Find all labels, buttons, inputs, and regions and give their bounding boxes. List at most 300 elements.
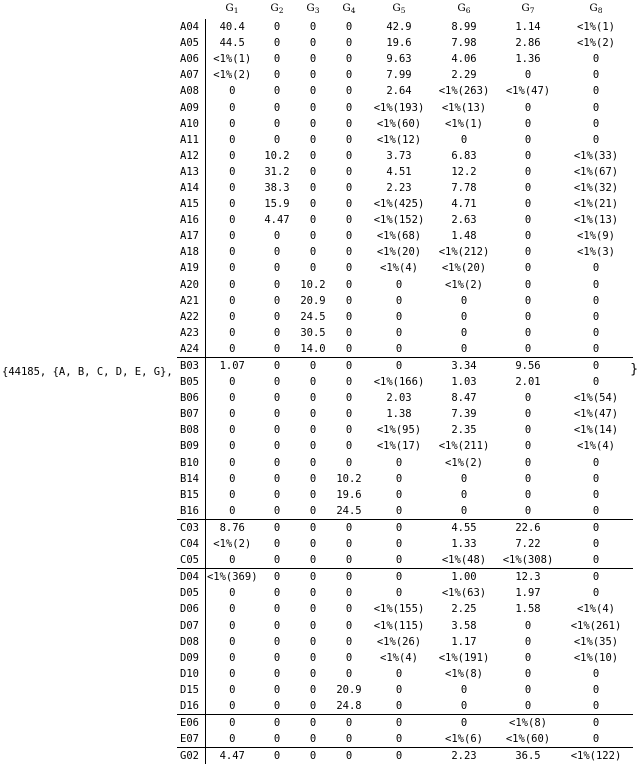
table-cell: 0 [295,569,331,586]
table-cell: 0 [309,246,317,259]
table-cell: 0 [592,294,600,307]
table-cell: 8.47 [451,392,477,405]
table-cell: 0 [345,651,353,664]
table-cell: 0 [345,133,353,146]
table-cell: 0 [524,117,532,130]
table-cell: 0 [592,278,600,291]
table-cell: 0 [331,715,367,732]
table-cell: 0 [460,294,468,307]
table-cell: 0 [229,310,236,323]
table-cell: 0 [524,456,532,469]
table-cell: <1%(63) [441,587,487,600]
table-cell: 0 [229,376,236,389]
table-cell: 0 [309,117,317,130]
table-row [177,601,633,617]
table-cell: 0 [273,456,281,469]
expression-prefix: {44185, {A, B, C, D, E, G}, [2,366,173,378]
table-cell: 24.8 [336,699,362,712]
table-cell: 0 [229,117,236,130]
table-cell: 20.9 [300,294,326,307]
table-cell: 0 [592,69,600,82]
table-cell: 38.3 [264,181,290,194]
table-cell: 6.83 [451,149,477,162]
table-cell: 2.23 [431,748,497,764]
table-cell: <1%(212) [438,246,490,259]
table-cell: <1%(8) [497,715,559,732]
table-cell: 2.63 [451,214,477,227]
table-cell: 0 [229,667,236,680]
table-cell: 0 [331,519,367,536]
table-cell: 8.99 [451,21,477,34]
row-label: E06 [177,715,205,732]
table-cell: 10.2 [300,278,326,291]
row-label: A07 [177,67,205,83]
table-cell: 0 [229,472,236,485]
row-label: B09 [177,438,205,454]
table-cell: 0 [460,683,468,696]
table-cell: 0 [345,21,353,34]
table-cell: 0 [345,69,353,82]
table-cell: 0 [259,715,295,732]
table-cell: 44.5 [219,37,245,50]
table-cell: 0 [592,262,600,275]
table-row [177,374,633,390]
row-label: A10 [177,116,205,132]
table-cell: <1%(2) [213,69,252,82]
table-cell: 24.5 [336,504,362,517]
table-cell: 0 [273,246,281,259]
table-row [177,698,633,715]
table-cell: 0 [229,408,236,421]
table-cell: 0 [559,519,633,536]
table-row [177,180,633,196]
table-row [177,748,633,764]
table-cell: 0 [229,619,236,632]
table-cell: 0 [592,85,600,98]
table-cell: 0 [309,408,317,421]
table-cell: 0 [229,488,236,501]
table-cell: 0 [460,310,468,323]
table-cell: 0 [592,456,600,469]
table-cell: 0 [345,181,353,194]
table-cell: 12.2 [451,165,477,178]
row-label: A19 [177,260,205,276]
table-cell: <1%(425) [373,198,425,211]
table-cell: <1%(3) [577,246,615,259]
table-cell: <1%(26) [376,635,422,648]
table-cell: 0 [345,117,353,130]
table-cell: 0 [367,715,431,732]
table-cell: 0 [229,85,236,98]
table-cell: 0 [229,392,236,405]
table-cell: <1%(369) [205,569,259,586]
table-cell: 0 [395,342,403,355]
table-cell: 0 [395,554,403,567]
table-cell: 0 [524,181,532,194]
table-cell: 0 [229,587,236,600]
table-cell: 2.25 [451,603,477,616]
table-cell: 0 [592,101,600,114]
table-cell: 0 [524,214,532,227]
table-cell: 0 [345,587,353,600]
table-cell: 0 [273,635,281,648]
row-label: A11 [177,132,205,148]
table-cell: <1%(1) [213,53,252,66]
table-cell: 0 [592,587,600,600]
table-cell: <1%(193) [373,101,425,114]
table-cell: 0 [229,278,236,291]
table-cell: 4.06 [451,53,477,66]
table-cell: 7.78 [451,181,477,194]
table-cell: 0 [345,424,353,437]
table-cell: 0 [592,133,600,146]
row-label: D06 [177,601,205,617]
table-cell: 0 [273,278,281,291]
column-header-g1: $G_1$ [225,2,239,15]
table-cell: 0 [592,667,600,680]
table-cell: <1%(13) [573,214,619,227]
row-label: B06 [177,390,205,406]
table-cell: 0 [309,667,317,680]
row-label: B05 [177,374,205,390]
table-cell: 0 [309,214,317,227]
row-label: B07 [177,406,205,422]
table-cell: 0 [345,230,353,243]
row-label: A24 [177,341,205,358]
table-cell: 0 [273,133,281,146]
table-cell: 0 [460,488,468,501]
table-cell: 0 [460,504,468,517]
table-row [177,309,633,325]
table-cell: 0 [524,504,532,517]
table-cell: 0 [309,699,317,712]
table-cell: 0 [273,294,281,307]
table-cell: 4.71 [451,198,477,211]
table-cell: 10.2 [264,149,290,162]
table-cell: 2.23 [386,181,412,194]
table-cell: 0 [592,699,600,712]
table-cell: 0 [229,246,236,259]
table-cell: 0 [345,376,353,389]
table-row [177,569,633,586]
table-cell: 0 [229,342,236,355]
row-label: B16 [177,503,205,520]
table-cell: 0 [345,408,353,421]
table-cell: 0 [524,635,532,648]
table-cell: 0 [229,699,236,712]
table-cell: 0 [395,456,403,469]
table-row [177,164,633,180]
table-row [177,585,633,601]
table-cell: 0 [524,149,532,162]
table-cell: 2.01 [515,376,541,389]
table-cell: 0 [460,342,468,355]
table-cell: 0 [309,101,317,114]
table-cell: 0 [395,278,403,291]
table-cell: 0 [273,667,281,680]
table-cell: <1%(152) [373,214,425,227]
table-cell: <1%(67) [573,165,619,178]
table-cell: 14.0 [300,342,326,355]
table-cell: 0 [273,440,281,453]
table-cell: 0 [229,101,236,114]
table-cell: 0 [524,133,532,146]
table-cell: 0 [524,294,532,307]
row-label: A21 [177,293,205,309]
table-cell: 0 [345,101,353,114]
table-cell: 0 [345,440,353,453]
table-cell: <1%(33) [573,149,619,162]
table-cell: 0 [592,310,600,323]
table-cell: 1.03 [451,376,477,389]
table-cell: <1%(1) [577,21,615,34]
table-cell: <1%(261) [570,619,622,632]
table-cell: 0 [309,69,317,82]
table-cell: 0 [395,699,403,712]
table-cell: 0 [559,569,633,586]
table-cell: 0 [395,587,403,600]
table-cell: 0 [460,699,468,712]
column-header-g8: $G_8$ [589,2,603,15]
table-cell: 0 [273,504,281,517]
table-cell: 0 [259,519,295,536]
table-cell: 0 [524,326,532,339]
table-cell: <1%(48) [441,554,487,567]
table-cell: 0 [309,376,317,389]
table-cell: 42.9 [386,21,412,34]
row-label: A15 [177,196,205,212]
table-cell: 0 [367,748,431,764]
table-cell: 0 [309,133,317,146]
table-cell: 0 [345,85,353,98]
table-row [177,650,633,666]
table-cell: 0 [273,101,281,114]
table-cell: 0 [229,214,236,227]
table-cell: 0 [345,214,353,227]
table-cell: 31.2 [264,165,290,178]
table-row [177,325,633,341]
table-cell: 0 [309,651,317,664]
table-cell: 0 [395,472,403,485]
table-cell: 0 [309,37,317,50]
table-cell: 0 [524,472,532,485]
row-label: C05 [177,552,205,569]
table-cell: 0 [592,472,600,485]
table-cell: 0 [345,392,353,405]
table-cell: 0 [273,619,281,632]
table-cell: 1.17 [451,635,477,648]
table-cell: 0 [273,651,281,664]
table-cell: 0 [367,357,431,374]
table-row [177,83,633,99]
table-cell: <1%(2) [577,37,615,50]
table-cell: 0 [524,408,532,421]
table-cell: <1%(14) [573,424,619,437]
row-label: A09 [177,99,205,115]
row-label: A04 [177,19,205,35]
table-cell: 0 [273,603,281,616]
row-label: A08 [177,83,205,99]
table-cell: 0 [229,456,236,469]
table-cell: 0 [345,37,353,50]
table-cell: 0 [345,165,353,178]
table-cell: 0 [592,117,600,130]
table-cell: 0 [309,149,317,162]
table-cell: 2.35 [451,424,477,437]
row-label: A06 [177,51,205,67]
table-cell: 0 [395,667,403,680]
table-cell: 0 [309,488,317,501]
table-cell: <1%(10) [573,651,619,664]
table-row [177,519,633,536]
table-cell: 0 [592,488,600,501]
table-cell: 0 [229,262,236,275]
table-cell: 0 [345,149,353,162]
table-cell: 0 [295,357,331,374]
table-row [177,715,633,732]
table-cell: <1%(4) [577,440,615,453]
table-cell: <1%(191) [438,651,490,664]
table-row [177,617,633,633]
row-label: A22 [177,309,205,325]
table-cell: 0 [460,472,468,485]
table-cell: 0 [273,554,281,567]
table-row [177,341,633,358]
table-cell: 4.51 [386,165,412,178]
row-label: A05 [177,35,205,51]
table-cell: 0 [273,376,281,389]
table-cell: <1%(47) [573,408,619,421]
table-cell: 0 [309,472,317,485]
table-cell: 0 [309,635,317,648]
table-cell: 8.76 [205,519,259,536]
table-cell: 0 [524,667,532,680]
table-cell: 0 [524,230,532,243]
column-header-g6: $G_6$ [457,2,471,15]
row-label: A12 [177,148,205,164]
table-cell: 0 [309,181,317,194]
row-label: D10 [177,666,205,682]
table-cell: 0 [331,748,367,764]
data-table [177,0,633,764]
table-cell: 0 [524,683,532,696]
table-cell: <1%(8) [445,667,483,680]
table-cell: 0 [229,504,236,517]
table-cell: 0 [345,619,353,632]
table-cell: 4.47 [264,214,290,227]
table-cell: 0 [309,262,317,275]
table-cell: 0 [592,504,600,517]
table-cell: 0 [259,357,295,374]
table-cell: 0 [273,538,281,551]
row-label: B03 [177,357,205,374]
table-cell: 15.9 [264,198,290,211]
table-cell: 0 [395,310,403,323]
table-cell: 0 [229,181,236,194]
table-cell: 0 [309,198,317,211]
table-cell: 2.29 [451,69,477,82]
table-row [177,35,633,51]
table-cell: <1%(32) [573,181,619,194]
table-cell: <1%(211) [438,440,490,453]
table-cell: 0 [524,310,532,323]
table-cell: 0 [460,326,468,339]
table-cell: <1%(115) [373,619,425,632]
table-row [177,132,633,148]
table-cell: 0 [345,635,353,648]
table-cell: 0 [229,651,236,664]
row-label: B15 [177,487,205,503]
table-cell: <1%(6) [445,733,483,746]
table-cell: <1%(155) [373,603,425,616]
table-cell: 0 [229,554,236,567]
table-cell: 0 [229,326,236,339]
table-cell: <1%(308) [502,554,554,567]
table-cell: 0 [395,538,403,551]
column-header-g4: $G_4$ [342,2,356,15]
table-cell: 0 [229,424,236,437]
table-cell: 0 [592,733,600,746]
table-cell: 22.6 [497,519,559,536]
table-row [177,196,633,212]
table-row [177,536,633,552]
table-cell: 1.33 [451,538,477,551]
row-label: A13 [177,164,205,180]
table-cell: 0 [345,198,353,211]
table-cell: 0 [273,21,281,34]
table-cell: 0 [460,133,468,146]
row-label: D09 [177,650,205,666]
table-cell: 0 [273,230,281,243]
table-cell: 0 [395,488,403,501]
table-cell: 0 [229,165,236,178]
table-cell: 0 [229,733,236,746]
table-cell: 0 [309,165,317,178]
table-cell: 0 [524,619,532,632]
table-cell: 0 [592,53,600,66]
table-cell: 0 [229,440,236,453]
table-cell: 0 [524,69,532,82]
table-cell: 0 [273,733,281,746]
table-cell: 1.48 [451,230,477,243]
table-cell: 0 [273,587,281,600]
table-cell: 0 [559,715,633,732]
table-cell: 0 [345,278,353,291]
table-cell: <1%(68) [376,230,422,243]
table-cell: 0 [524,440,532,453]
table-row [177,552,633,569]
table-cell: 0 [592,683,600,696]
table-cell: 1.07 [205,357,259,374]
table-cell: 0 [229,683,236,696]
table-cell: 0 [524,198,532,211]
row-label: D04 [177,569,205,586]
table-cell: 0 [345,326,353,339]
table-cell: 0 [309,230,317,243]
table-row [177,634,633,650]
table-cell: 0 [395,683,403,696]
header-row [177,0,633,19]
table-cell: 0 [345,246,353,259]
table-cell: 0 [524,262,532,275]
table-cell: <1%(47) [505,85,551,98]
table-row [177,406,633,422]
table-cell: 0 [345,262,353,275]
table-cell: <1%(122) [559,748,633,764]
table-cell: <1%(95) [376,424,422,437]
table-cell: 3.58 [451,619,477,632]
table-cell: 0 [229,603,236,616]
